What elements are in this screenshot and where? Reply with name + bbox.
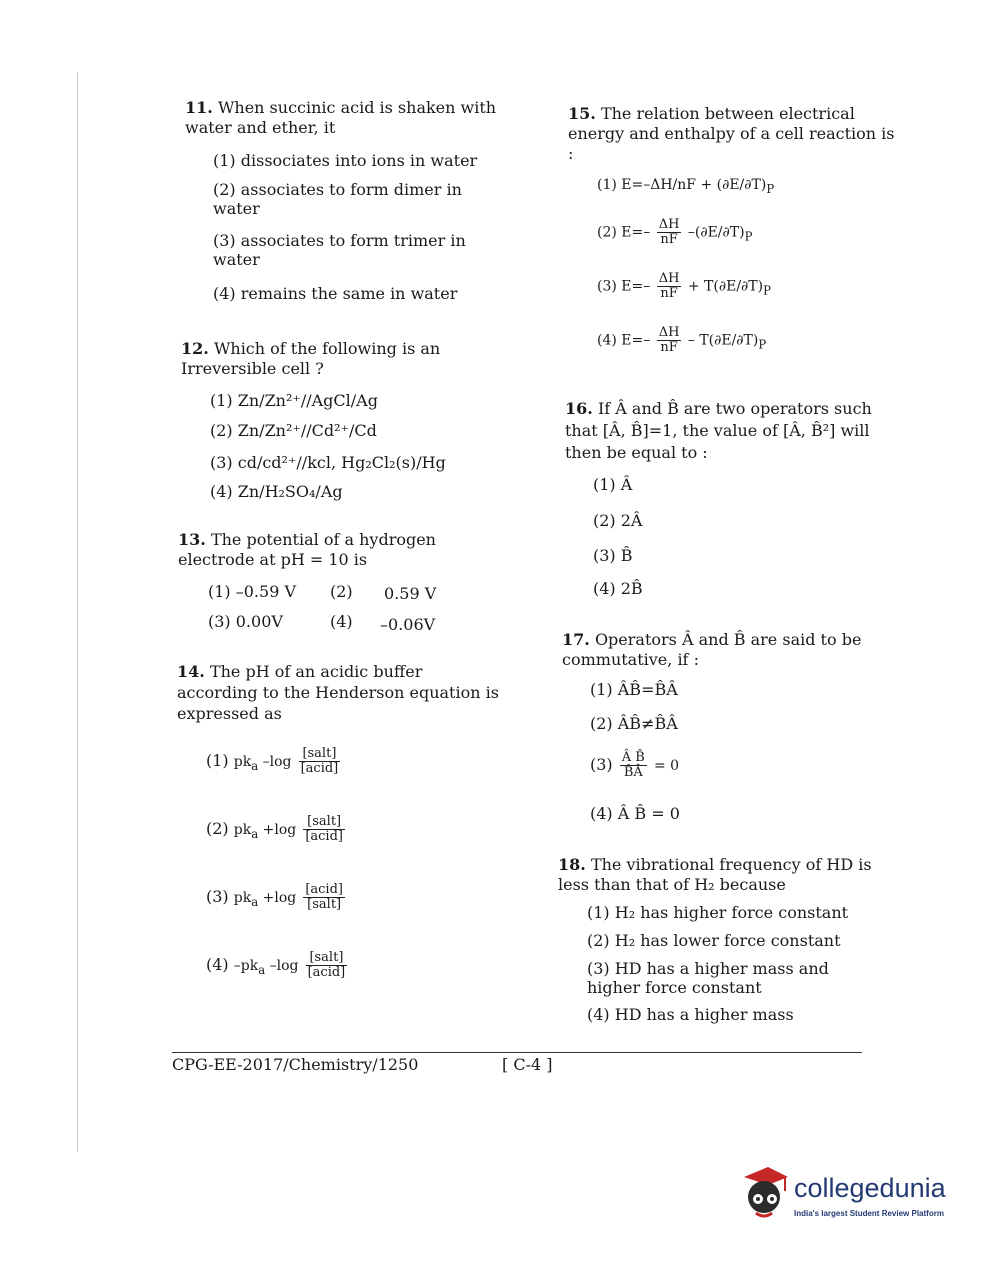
- question-18: [558, 855, 890, 895]
- question-15: [568, 104, 900, 164]
- enthalpy-fraction: $\frac{\Delta H}{nF}$: [658, 325, 680, 355]
- question-11: [185, 98, 515, 138]
- question-text: The potential of a hydrogen electrode at pH = 10 is: [178, 530, 436, 569]
- option: (3) HD has a higher mass and higher force constant: [587, 959, 829, 997]
- option: (4) E=– $\frac{\Delta H}{nF}$ – $T(\partial E/\partial T)_P$: [597, 325, 767, 355]
- option: (1) Â: [593, 475, 633, 494]
- question-text: If Â and B̂ are two operators such that [Â, B̂]=1, the value of [Â, B̂²] will then be equal to :: [565, 399, 872, 462]
- option: (1) H₂ has higher force constant: [587, 903, 849, 922]
- option: (2) associates to form dimer in water: [213, 180, 462, 218]
- option-label: (2): [330, 582, 353, 601]
- page-edge-line: [77, 72, 78, 1152]
- question-text: Which of the following is an Irreversible cell ?: [181, 339, 441, 378]
- page-footer: [172, 1052, 862, 1074]
- option: (3) associates to form trimer in water: [213, 231, 466, 269]
- option: (4) $-pk_a$ –log $\frac{\text{[salt]}}{\text{[acid]}}$: [206, 950, 346, 980]
- option: (2) ÂB̂≠B̂Â: [590, 714, 678, 733]
- page-number: [ C-4 ]: [502, 1055, 553, 1074]
- question-number: 11.: [185, 98, 213, 117]
- log-fraction: $\frac{\text{[salt]}}{\text{[acid]}}$: [300, 746, 339, 776]
- question-number: 17.: [562, 630, 590, 649]
- option: (1) dissociates into ions in water: [213, 151, 478, 170]
- option: (3) $pk_a +\log$ $\frac{\text{[acid]}}{\text{[salt]}}$: [206, 882, 343, 912]
- question-number: 12.: [181, 339, 209, 358]
- question-number: 13.: [178, 530, 206, 549]
- option: (3) B̂: [593, 546, 633, 565]
- option: (4) 2B̂: [593, 579, 643, 598]
- option: (3) E=– $\frac{\Delta H}{nF}$ + $T(\partial E/\partial T)_P$: [597, 271, 771, 301]
- option: (1) Zn/Zn²⁺//AgCl/Ag: [210, 391, 378, 410]
- collegedunia-logo: [738, 1163, 968, 1223]
- question-14: [177, 661, 507, 724]
- exam-code: CPG-EE-2017/Chemistry/1250: [172, 1055, 419, 1074]
- option: (4) HD has a higher mass: [587, 1005, 794, 1024]
- option: (1) $pk_a$ –log $\frac{\text{[salt]}}{\text{[acid]}}$: [206, 746, 339, 776]
- option: (4) Zn/H₂SO₄/Ag: [210, 482, 343, 501]
- option: (1) $E=-\Delta H/nF + (\partial E/\partial T)_P$: [597, 177, 775, 196]
- question-16: [565, 398, 900, 464]
- option: (4) remains the same in water: [213, 284, 458, 303]
- option: (1) –0.59 V: [208, 582, 297, 601]
- option: (4) Â B̂ = 0: [590, 804, 680, 823]
- option-value: 0.59 V: [384, 584, 437, 603]
- operator-fraction: $\frac{\text{Â B̂}}{B̂Â}$: [621, 750, 645, 780]
- enthalpy-fraction: $\frac{\Delta H}{nF}$: [658, 271, 680, 301]
- option: (1) ÂB̂=B̂Â: [590, 680, 678, 699]
- option: (3) $\frac{\text{Â B̂}}{B̂Â}$ = 0: [590, 750, 680, 780]
- log-fraction: $\frac{\text{[acid]}}{\text{[salt]}}$: [305, 882, 343, 912]
- brand-tagline: India's largest Student Review Platform: [794, 1209, 944, 1218]
- option: (3) 0.00V: [208, 612, 283, 631]
- question-text: The relation between electrical energy and enthalpy of a cell reaction is :: [568, 104, 895, 163]
- question-12: [181, 339, 511, 379]
- brand-name: collegedunia: [794, 1173, 946, 1203]
- mascot-icon: [738, 1163, 794, 1223]
- option: (2) E=– $\frac{\Delta H}{nF}$ $-(\partial E/\partial T)_P$: [597, 217, 753, 247]
- question-text: The vibrational frequency of HD is less than that of H₂ because: [558, 855, 872, 894]
- question-text: When succinic acid is shaken with water and ether, it: [185, 98, 497, 137]
- option: (2) H₂ has lower force constant: [587, 931, 841, 950]
- option-value: –0.06V: [380, 615, 436, 634]
- question-number: 14.: [177, 662, 205, 681]
- question-text: Operators Â and B̂ are said to be commutative, if :: [562, 630, 862, 669]
- log-fraction: $\frac{\text{[salt]}}{\text{[acid]}}$: [305, 814, 343, 844]
- question-17: [562, 630, 894, 670]
- enthalpy-fraction: $\frac{\Delta H}{nF}$: [658, 217, 680, 247]
- option: (3) cd/cd²⁺//kcl, Hg₂Cl₂(s)/Hg: [210, 453, 446, 472]
- option: (2) 2Â: [593, 511, 643, 530]
- log-fraction: $\frac{\text{[salt]}}{\text{[acid]}}$: [307, 950, 346, 980]
- option: (2) Zn/Zn²⁺//Cd²⁺/Cd: [210, 421, 377, 440]
- option-label: (4): [330, 612, 353, 631]
- question-13: [178, 530, 508, 570]
- option: (2) $pk_a +\log$ $\frac{\text{[salt]}}{\text{[acid]}}$: [206, 814, 343, 844]
- question-number: 16.: [565, 399, 593, 418]
- question-number: 15.: [568, 104, 596, 123]
- question-text: The pH of an acidic buffer according to the Henderson equation is expressed as: [177, 662, 499, 723]
- question-number: 18.: [558, 855, 586, 874]
